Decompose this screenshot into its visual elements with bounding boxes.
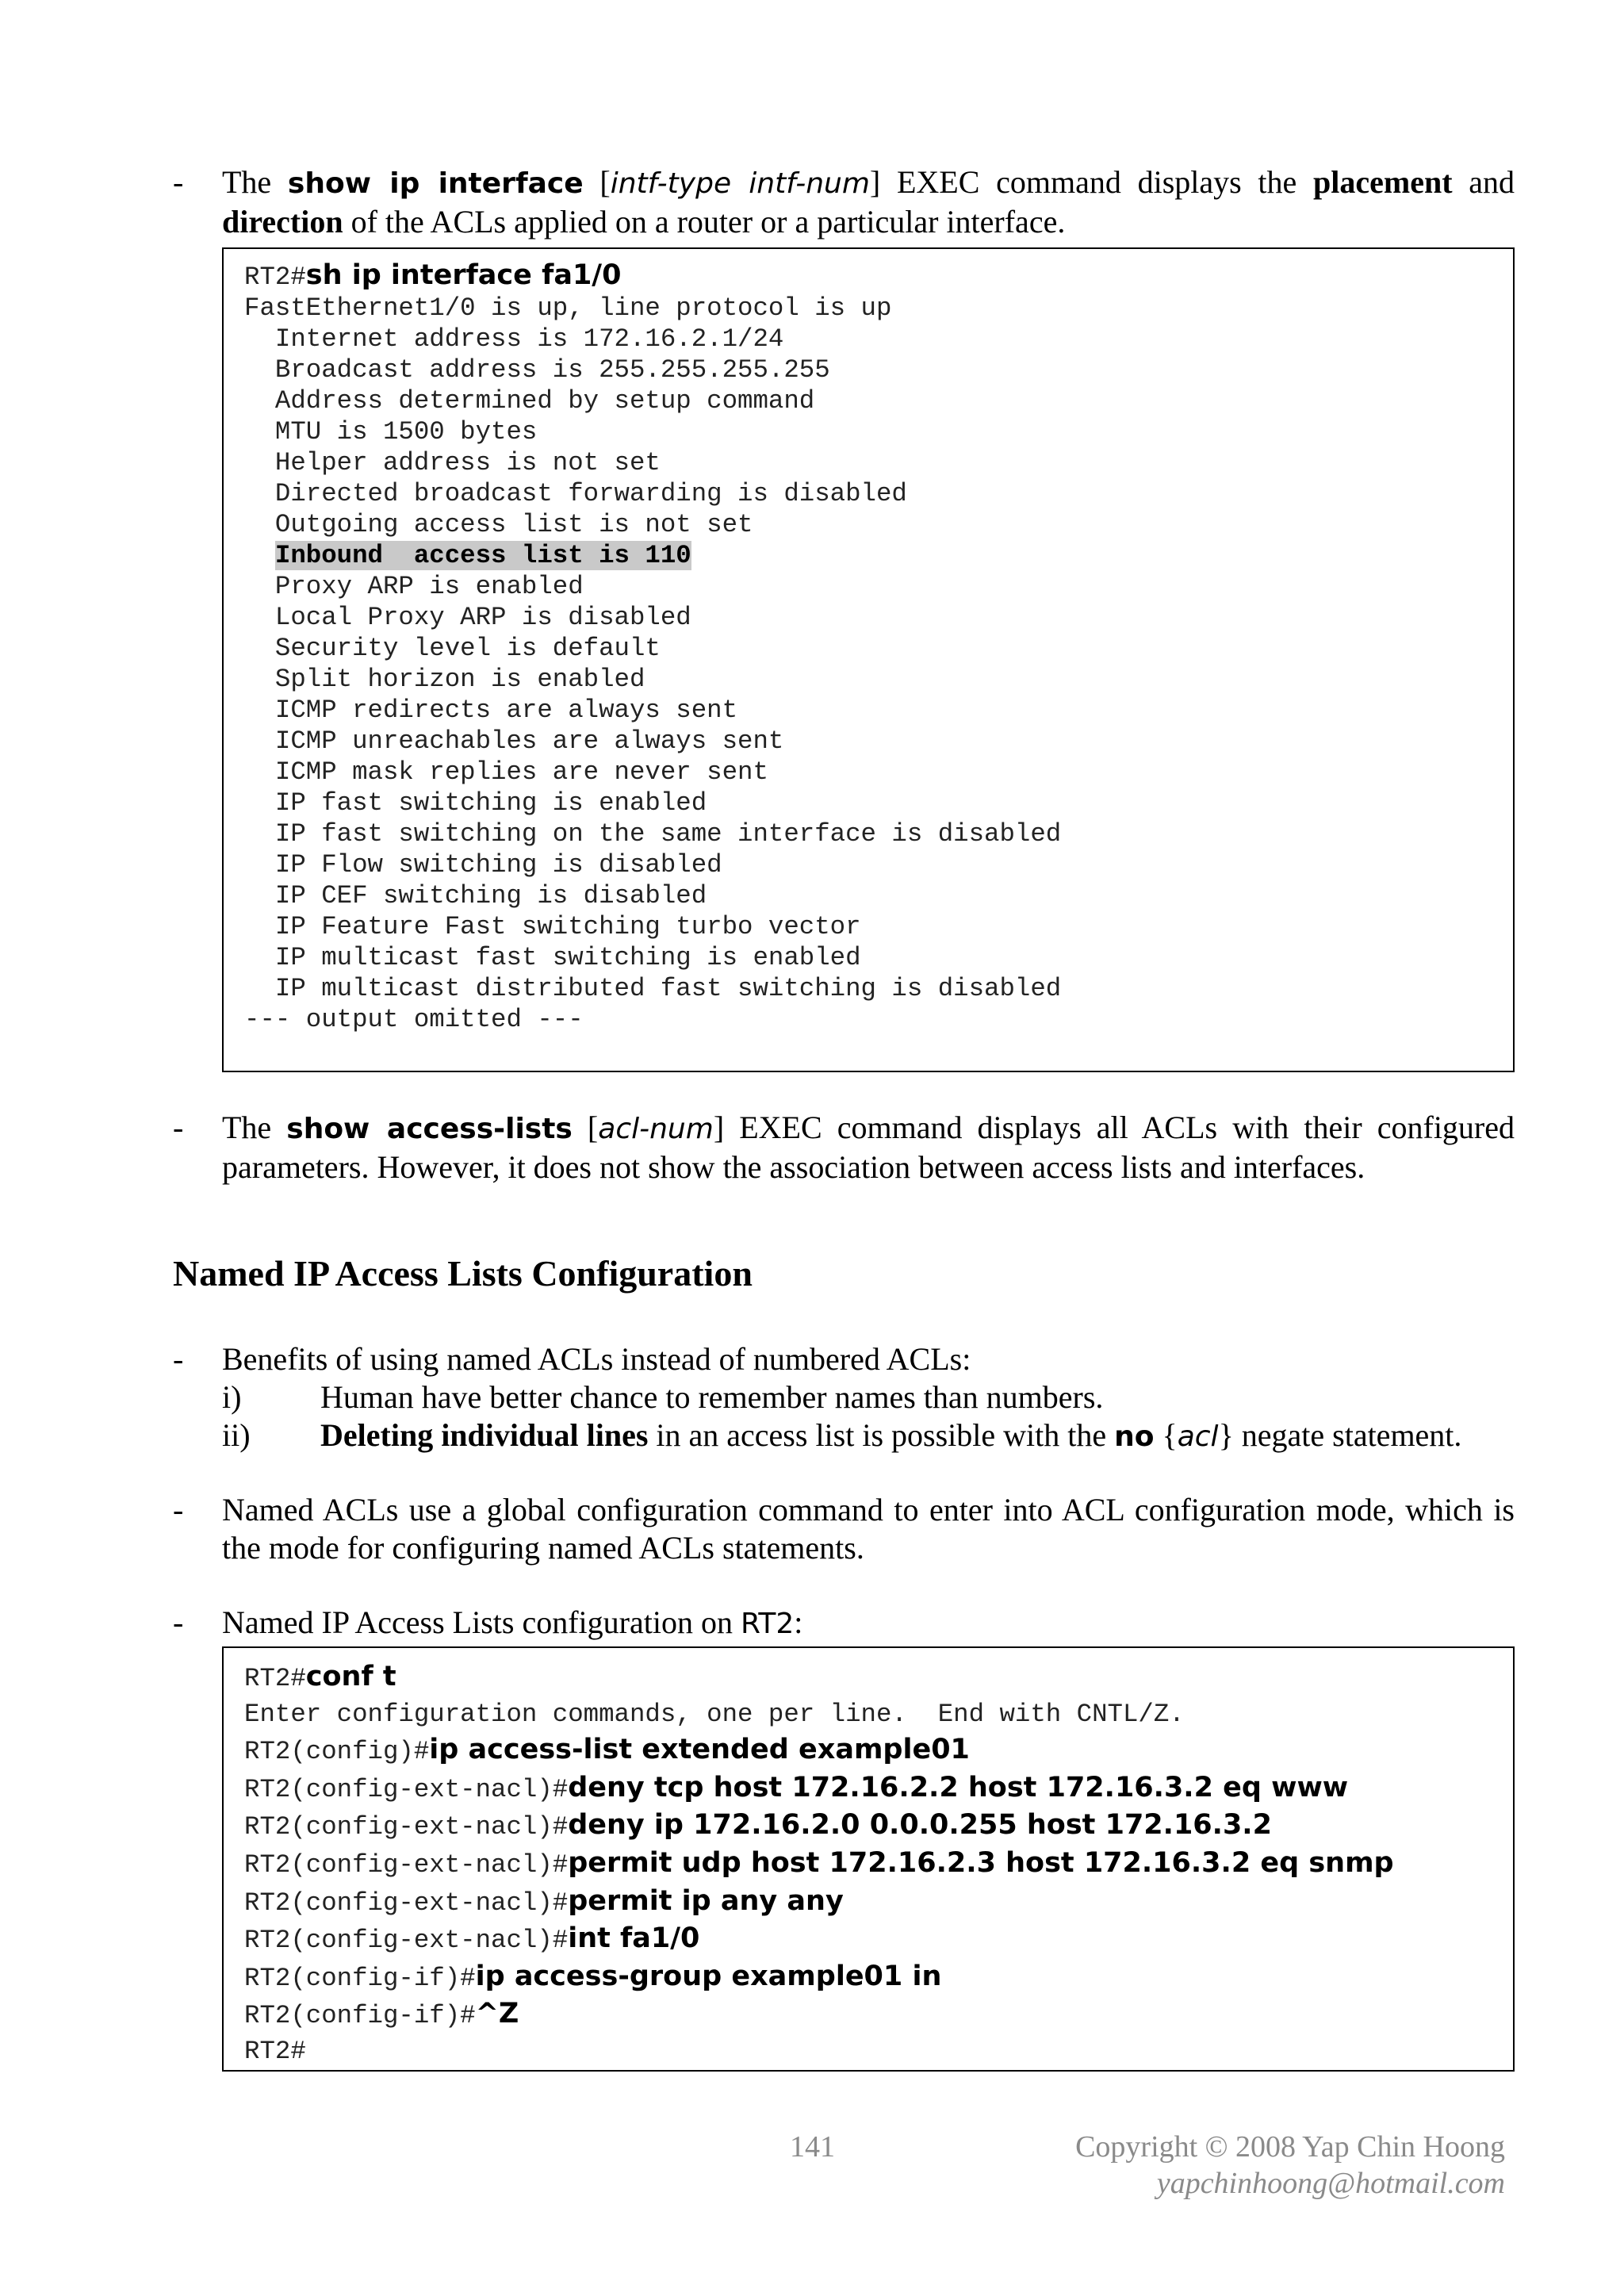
highlighted-output-line: Inbound access list is 110	[274, 541, 691, 570]
command-argument: acl-num	[598, 1113, 714, 1145]
text: } negate statement.	[1218, 1417, 1462, 1453]
copyright: Copyright © 2008 Yap Chin Hoong	[1075, 2130, 1505, 2164]
text: The	[222, 1110, 287, 1145]
author-email: yapchinhoong@hotmail.com	[1156, 2167, 1505, 2200]
cli-prompt: RT2(config-ext-nacl)#	[244, 1849, 569, 1880]
cli-command: permit ip any any	[568, 1884, 844, 1917]
cli-command: permit udp host 172.16.2.3 host 172.16.3.2 eq snmp	[568, 1846, 1394, 1879]
paragraph-named-acls: Named ACLs use a global configuration command to enter into ACL configuration mode, which is the mode for configuring named ACLs statements.	[222, 1492, 1515, 1566]
list-item-text	[320, 1416, 1461, 1456]
command-keyword: show ip interface	[287, 167, 584, 200]
text: in an access list is possible with the	[648, 1417, 1115, 1453]
cli-prompt: RT2(config-ext-nacl)#	[244, 1774, 569, 1804]
indent	[244, 541, 275, 570]
paragraph-config-on-rt2	[222, 1604, 802, 1643]
cli-prompt: RT2(config-ext-nacl)#	[244, 1888, 569, 1918]
cli-output: FastEthernet1/0 is up, line protocol is up Internet address is 172.16.2.1/24 Broadcast address is 255.255.255.255 Address determined by setup command MTU is 1500 bytes Helper address is not set Directed broadcast forwarding is disabled Outgoing access list is not set	[244, 293, 907, 539]
list-number: i)	[222, 1379, 242, 1415]
command-keyword: show access-lists	[286, 1113, 573, 1145]
benefits-intro: Benefits of using named ACLs instead of numbered ACLs:	[222, 1341, 971, 1377]
cli-prompt: RT2#	[244, 2036, 306, 2066]
text: :	[794, 1604, 803, 1640]
cli-prompt: Enter configuration commands, one per line. End with CNTL/Z.	[244, 1699, 1185, 1729]
bold-term: direction	[222, 204, 343, 240]
cli-command: deny ip 172.16.2.0 0.0.0.255 host 172.16.3.2	[568, 1809, 1272, 1842]
bold-term: Deleting individual lines	[320, 1417, 649, 1453]
cli-prompt: RT2(config-if)#	[244, 1963, 476, 1993]
text: and	[1452, 164, 1515, 200]
page-number: 141	[790, 2130, 835, 2164]
text: of the ACLs applied on a router or a particular interface.	[343, 204, 1066, 240]
cli-command: ^Z	[475, 1998, 519, 2030]
text: [	[572, 1110, 599, 1145]
cli-command: ip access-group example01 in	[475, 1960, 942, 1992]
cli-prompt: RT2(config)#	[244, 1737, 430, 1767]
bullet-dash: -	[173, 1341, 184, 1377]
bold-term: placement	[1313, 164, 1453, 200]
command-keyword: no	[1114, 1420, 1155, 1453]
text: The	[222, 164, 288, 200]
list-number: ii)	[222, 1417, 251, 1453]
bullet-dash: -	[173, 1604, 184, 1640]
bullet-dash: -	[173, 1110, 184, 1145]
cli-command: int fa1/0	[568, 1922, 700, 1955]
text: {	[1154, 1417, 1178, 1453]
cli-prompt: RT2(config-if)#	[244, 2001, 476, 2031]
paragraph-show-ip-interface	[222, 163, 1515, 241]
command-argument: intf-type intf-num	[610, 167, 870, 200]
paragraph-show-access-lists	[222, 1109, 1515, 1186]
cli-output: Proxy ARP is enabled Local Proxy ARP is disabled Security level is default Split horizon is enabled ICMP redirects are always sent ICMP unreachables are always sent ICMP mask replies are never sent IP fast switching is enabled IP fast switching on the same interface is disabled IP Flow switching is disabled IP CEF switching is disabled IP Feature Fast switching turbo vector IP multicast fast switching is enabled IP multicast distributed fast switching is disabled --- output omitted ---	[244, 572, 1062, 1034]
command-argument: acl	[1177, 1420, 1219, 1453]
bullet-dash: -	[173, 164, 184, 200]
text: ] EXEC command displays all ACLs with their configured parameters. However, it does not show the association between access lists and interfaces.	[222, 1110, 1515, 1185]
code-box-show-ip-interface	[222, 247, 1515, 1072]
code-block	[244, 260, 1061, 1035]
cli-prompt: RT2#	[244, 1664, 306, 1693]
cli-command: conf t	[305, 1661, 396, 1692]
text: [	[583, 164, 611, 200]
code-block	[244, 1659, 1394, 2070]
cli-prompt: RT2#	[244, 263, 306, 292]
cli-command: ip access-list extended example01	[429, 1734, 970, 1766]
bullet-dash: -	[173, 1492, 184, 1527]
section-heading: Named IP Access Lists Configuration	[173, 1253, 753, 1294]
cli-prompt: RT2(config-ext-nacl)#	[244, 1812, 569, 1842]
cli-command: sh ip interface fa1/0	[305, 259, 622, 291]
device-name: RT2	[740, 1608, 795, 1640]
cli-command: deny tcp host 172.16.2.2 host 172.16.3.2 eq www	[568, 1771, 1349, 1803]
list-item-text: Human have better chance to remember names than numbers.	[320, 1379, 1104, 1415]
code-box-named-acl-config	[222, 1646, 1515, 2072]
cli-prompt: RT2(config-ext-nacl)#	[244, 1926, 569, 1956]
text: Named IP Access Lists configuration on	[222, 1604, 741, 1640]
text: ] EXEC command displays the	[869, 164, 1314, 200]
